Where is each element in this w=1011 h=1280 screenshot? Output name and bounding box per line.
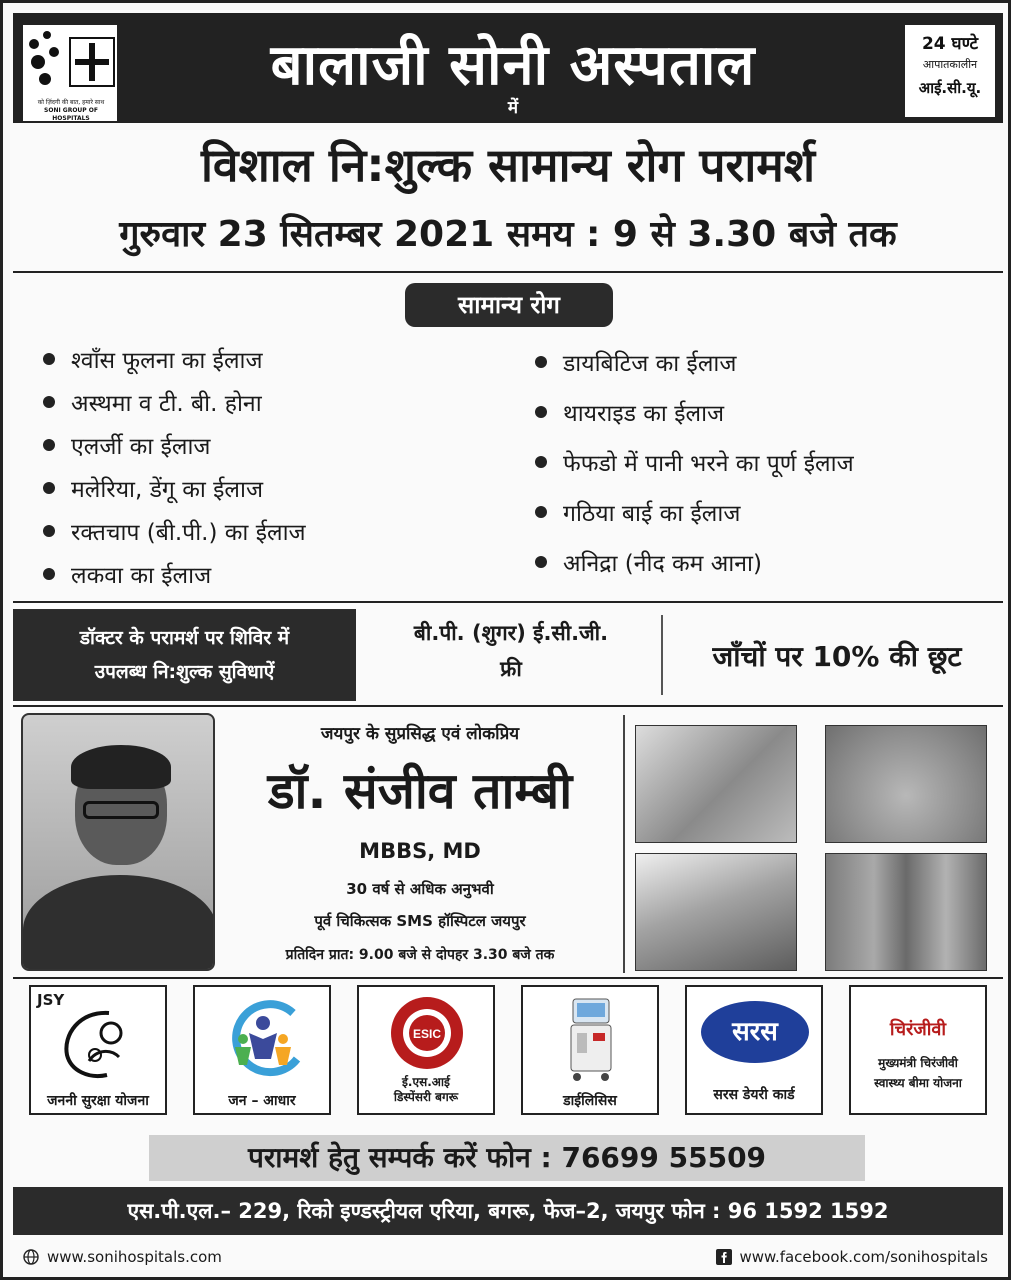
scheme-label-line1: मुख्यमंत्री चिरंजीवी [878, 1056, 958, 1070]
scheme-label [359, 1075, 493, 1105]
list-item [535, 387, 1005, 437]
scheme-card-esic [357, 985, 495, 1115]
scheme-card-jsy [29, 985, 167, 1115]
icu-hours: 24 घण्टे [921, 34, 979, 54]
medical-cross-icon [69, 37, 115, 87]
list-item-text: थायराइड का ईलाज [563, 401, 725, 427]
list-item [535, 337, 1005, 387]
scheme-card-chiranjeevi [849, 985, 987, 1115]
discount-text: जाँचों पर 10% की छूट [712, 640, 962, 673]
list-item [43, 423, 503, 466]
patient-photo-fever [635, 725, 797, 843]
scheme-card-jan-aadhar [193, 985, 331, 1115]
list-item-text: एलर्जी का ईलाज [71, 433, 211, 460]
hospital-name: बालाजी सोनी अस्पताल [270, 33, 756, 98]
logo-group-name: SONI GROUP OF HOSPITALS [44, 107, 98, 122]
diseases-heading: सामान्य रोग [405, 283, 613, 327]
patient-photo-diabetes-test [635, 853, 797, 971]
list-item [535, 537, 1005, 587]
icu-label: आई.सी.यू. [918, 79, 982, 97]
diseases-list-right [535, 337, 1005, 587]
facilities-label-line2: उपलब्ध नि:शुल्क सुविधाऐं [94, 661, 275, 683]
bullet-icon [535, 556, 547, 568]
diseases-list-left [43, 337, 503, 595]
doctor-degree: MBBS, MD [359, 839, 481, 863]
list-item-text: फेफडो में पानी भरने का पूर्ण ईलाज [563, 451, 854, 477]
list-item-text: रक्तचाप (बी.पी.) का ईलाज [71, 519, 306, 546]
scheme-label: सरस डेयरी कार्ड [713, 1087, 795, 1103]
bullet-icon [43, 353, 55, 365]
bullet-icon [43, 482, 55, 494]
doctor-timing: प्रतिदिन प्रात: 9.00 बजे से दोपहर 3.30 बजे तक [285, 947, 555, 963]
bullet-icon [535, 456, 547, 468]
divider [13, 271, 1003, 273]
scheme-label: जननी सुरक्षा योजना [47, 1093, 149, 1109]
globe-icon [23, 1249, 39, 1265]
scheme-card-saras [685, 985, 823, 1115]
facilities-label [13, 609, 356, 701]
bullet-icon [535, 506, 547, 518]
bullet-icon [535, 356, 547, 368]
hospital-sub: में [507, 98, 519, 118]
scheme-label-line2: डिस्पेंसरी बगरू [393, 1090, 459, 1104]
list-item-text: गठिया बाई का ईलाज [563, 501, 741, 527]
camp-headline: विशाल नि:शुल्क सामान्य रोग परामर्श [200, 138, 816, 192]
icu-emergency: आपातकालीन [922, 58, 978, 71]
list-item [43, 466, 503, 509]
logo-dots-icon [29, 31, 69, 91]
doctor-previous-role: पूर्व चिकित्सक SMS हॉस्पिटल जयपुर [314, 912, 526, 930]
footer-facebook[interactable] [716, 1248, 988, 1266]
divider [623, 715, 625, 973]
jan-aadhar-icon [213, 999, 313, 1079]
chiranjeevi-logo: चिरंजीवी [889, 1019, 947, 1040]
facilities-label-line1: डॉक्टर के परामर्श पर शिविर में [79, 627, 290, 649]
patient-photo-skin [825, 725, 987, 843]
bullet-icon [43, 525, 55, 537]
doctor-photo [21, 713, 215, 971]
esic-emblem-icon [387, 993, 467, 1073]
patient-photo-faces [825, 853, 987, 971]
scheme-label-line1: ई.एस.आई [402, 1075, 450, 1089]
footer-website[interactable] [23, 1248, 222, 1266]
dialysis-machine-icon [561, 993, 621, 1083]
hospital-address: एस.पी.एल.– 229, रिको इण्डस्ट्रीयल एरिया, बगरू, फेज–2, जयपुर फोन : 96 1592 1592 [13, 1187, 1003, 1235]
list-item [535, 437, 1005, 487]
hospital-logo [21, 23, 119, 123]
divider [13, 601, 1003, 603]
list-item-text: डायबिटिज का ईलाज [563, 351, 737, 377]
list-item [43, 380, 503, 423]
bullet-icon [43, 396, 55, 408]
jsy-badge: JSY [37, 991, 65, 1009]
free-tests-line2: फ्री [500, 657, 522, 681]
divider [661, 615, 663, 695]
doctor-experience: 30 वर्ष से अधिक अनुभवी [346, 880, 494, 898]
website-link[interactable]: www.sonihospitals.com [47, 1248, 222, 1266]
list-item-text: लकवा का ईलाज [71, 562, 212, 589]
scheme-label: जन – आधार [228, 1093, 296, 1109]
mother-child-icon [49, 1005, 149, 1083]
free-tests-line1: बी.पी. (शुगर) ई.सी.जी. [413, 621, 609, 645]
camp-date-time: गुरुवार 23 सितम्बर 2021 समय : 9 से 3.30 बजे तक [119, 214, 897, 255]
list-item [43, 552, 503, 595]
scheme-label: डाईलिसिस [563, 1093, 617, 1109]
esic-badge: ESIC [412, 1027, 442, 1041]
list-item [535, 487, 1005, 537]
bullet-icon [43, 568, 55, 580]
free-tests [363, 615, 659, 687]
divider [13, 705, 1003, 707]
icu-badge [903, 23, 997, 119]
list-item-text: श्वाँस फूलना का ईलाज [71, 347, 263, 374]
logo-tagline: को ज़िंदगी की बात, हमारे साथ [37, 99, 105, 106]
list-item-text: अनिद्रा (नीद कम आना) [563, 551, 762, 577]
saras-logo: सरस [701, 1001, 809, 1063]
header-banner [13, 13, 1003, 123]
scheme-label-line2: स्वास्थ्य बीमा योजना [874, 1076, 962, 1090]
facebook-icon [716, 1249, 732, 1265]
doctor-name: डॉ. संजीव ताम्बी [267, 762, 573, 820]
divider [13, 977, 1003, 979]
scheme-label [851, 1053, 985, 1093]
scheme-card-dialysis [521, 985, 659, 1115]
doctor-intro: जयपुर के सुप्रसिद्ध एवं लोकप्रिय [320, 724, 520, 744]
facebook-link[interactable]: www.facebook.com/sonihospitals [739, 1248, 988, 1266]
bullet-icon [535, 406, 547, 418]
list-item-text: अस्थमा व टी. बी. होना [71, 390, 262, 417]
list-item-text: मलेरिया, डेंगू का ईलाज [71, 476, 264, 503]
bullet-icon [43, 439, 55, 451]
list-item [43, 509, 503, 552]
contact-phone: परामर्श हेतु सम्पर्क करें फोन : 76699 55509 [149, 1135, 865, 1181]
list-item [43, 337, 503, 380]
